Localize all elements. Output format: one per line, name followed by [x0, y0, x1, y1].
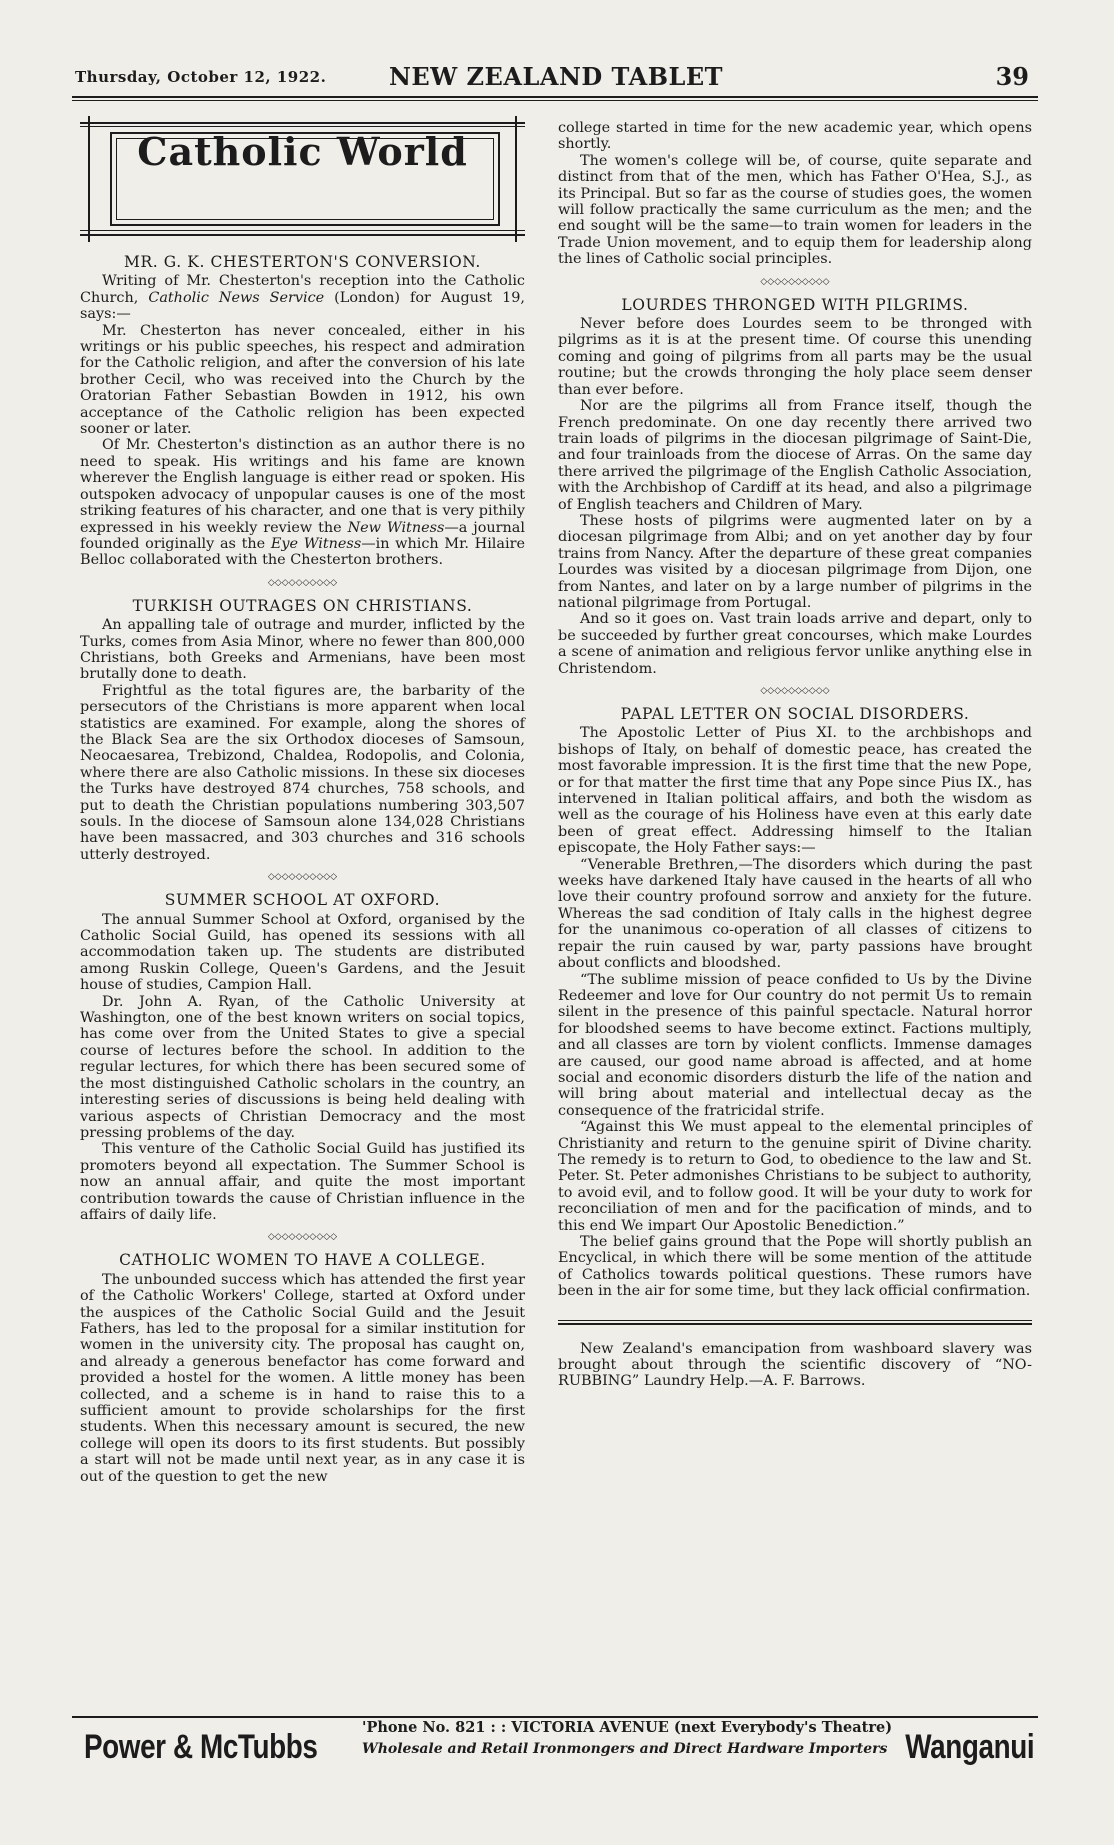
oxford-paragraph: The annual Summer School at Oxford, organised by the Catholic Social Guild, has opened its sessions with all accommodation taken up. The students are distributed among Ruskin College, Queen's Gardens, and the Jesuit house of studies, Campion Hall.: [80, 911, 525, 994]
notice-rule-thin: [558, 1320, 1032, 1321]
intro-text: Writing of Mr. Chesterton's reception into the Catholic Church,: [80, 273, 525, 306]
heading-women-college: CATHOLIC WOMEN TO HAVE A COLLEGE.: [119, 1251, 486, 1270]
body-text: —in which Mr. Hilaire Belloc collaborated with the Chesterton brothers.: [80, 535, 525, 569]
lourdes-paragraph: And so it goes on. Vast train loads arrive and depart, only to be succeeded by further great concourses, which make Lourdes a scene of animation and religious fervor unlike anything else in Christendom.: [558, 611, 1032, 677]
women-college-continued: college started in time for the new academic year, which opens shortly.: [558, 120, 1032, 153]
page-header: [75, 60, 1037, 96]
section-title: Catholic World: [137, 129, 468, 174]
heading-oxford: SUMMER SCHOOL AT OXFORD.: [164, 891, 441, 910]
source-title: Catholic News Service: [148, 289, 325, 306]
footer-advertisement: [72, 1716, 1038, 1768]
page-number: 39: [995, 62, 1029, 91]
masthead-post-left: [88, 116, 90, 242]
masthead-rule-bottom: [80, 234, 525, 236]
ornament-divider: ◇◇◇◇◇◇◇◇◇◇: [760, 276, 830, 287]
chesterton-intro: [80, 273, 525, 322]
notice-rule: [558, 1323, 1032, 1325]
papal-paragraph: The Apostolic Letter of Pius XI. to the archbishops and bishops of Italy, on behalf of domestic peace, has created the most favorable impression. It is the first time that the new Pope, or for that matter the first time that any Pope since Pius IX., has intervened in Italian political affairs, and both the wisdom as well as the courage of his Holiness have even at this early date been of great effect. Addressing himself to the Italian episcopate, the Holy Father says:—: [558, 725, 1032, 857]
papal-quote: “Against this We must appeal to the elemental principles of Christianity and return to the genuine spirit of Divine charity. The remedy is to return to God, to obedience to the law and St. Peter. St. Peter admonishes Christians to be subject to authority, to avoid evil, and to follow good. It will be your duty to work for reconciliation of men and for the pacification of minds, and to this end We impart Our Apostolic Benediction.”: [558, 1119, 1032, 1234]
oxford-paragraph: Dr. John A. Ryan, of the Catholic University at Washington, one of the best known writers on social topics, has come over from the United States to give a special course of lectures before the school. In addition to the regular lectures, for which there has been secured some of the most distinguished Catholic scholars in the country, an interesting series of discussions is being held dealing with various aspects of Christian Democracy and the most pressing problems of the day.: [80, 993, 525, 1141]
ornament-divider: ◇◇◇◇◇◇◇◇◇◇: [267, 577, 338, 588]
publication-title: NEW ZEALAND TABLET: [388, 62, 724, 91]
women-college-paragraph: The unbounded success which has attended the first year of the Catholic Workers' College, started at Oxford under the auspices of the Catholic Social Guild and the Jesuit Fathers, has led to the proposal for a similar institution for women in the university city. The proposal has caught on, and already a generous benefactor has come forward and provided a hostel for the women. A little money has been collected, and a scheme is in hand to raise this to a sufficient amount to provide scholarships for the first students. When this necessary amount is secured, the new college will open its doors to its first students. But possibly a start will not be made until next year, as in any case it is out of the question to get the new: [80, 1271, 525, 1485]
papal-quote: “The sublime mission of peace confided to Us by the Divine Redeemer and love for Our country do not permit Us to remain silent in the presence of this painful spectacle. Natural horror for bloodshed seems to have become extinct. Factions multiply, and all classes are torn by violent conflicts. Immense damages are caused, our good name abroad is affected, and at home social and economic disorders disturb the life of the nation and will bring about material and intellectual decay as the consequence of the fratricidal strife.: [558, 971, 1032, 1119]
lourdes-paragraph: These hosts of pilgrims were augmented later on by a diocesan pilgrimage from Albi; and on yet another day by four trains from Nancy. After the departure of these great companies Lourdes was visited by a diocesan pilgrimage from Dijon, one from Nantes, and later on by a large number of pilgrims in the national pilgrimage from Portugal.: [558, 512, 1032, 611]
heading-lourdes: LOURDES THRONGED WITH PILGRIMS.: [621, 295, 969, 314]
issue-date: Thursday, October 12, 1922.: [75, 68, 327, 86]
lourdes-paragraph: Never before does Lourdes seem to be thronged with pilgrims as it is at the present time. Of course this unending coming and going of pilgrims from all parts may be the usual routine; but the crowds thronging the holy place seem denser than ever before.: [558, 316, 1032, 398]
journal-title: Eye Witness: [270, 535, 362, 552]
right-column: [558, 120, 1032, 1390]
oxford-paragraph: This venture of the Catholic Social Guild has justified its promoters beyond all expectation. The Summer School is now an annual affair, and quite the most important contribution towards the cause of Christian influence in the affairs of daily life.: [80, 1141, 525, 1223]
chesterton-paragraph: Mr. Chesterton has never concealed, either in his writings or his public speeches, his respect and admiration for the Catholic religion, and after the conversion of his late brother Cecil, who was received into the Church by the Oratorian Father Sebastian Bowden in 1912, his own acceptance of the Catholic religion has been expected sooner or later.: [80, 322, 525, 438]
papal-paragraph: The belief gains ground that the Pope will shortly publish an Encyclical, in which there will be some mention of the attitude of Catholics towards political questions. These rumors have been in the air for some time, but they lack official confirmation.: [558, 1234, 1032, 1300]
masthead-post-right: [515, 116, 517, 242]
heading-papal: PAPAL LETTER ON SOCIAL DISORDERS.: [620, 705, 970, 723]
section-masthead: [80, 116, 525, 244]
masthead-rule-top: [80, 122, 525, 124]
chesterton-paragraph: [80, 437, 525, 568]
body-text: Of Mr. Chesterton's distinction as an author there is no need to speak. His writings and his fame are known wherever the English language is either read or spoken. His outspoken advocacy of unpopular causes is one of the most striking features of his character, and one that is very pithily expressed in his weekly review the: [80, 437, 525, 536]
body-text: —a journal founded originally as the: [80, 519, 525, 552]
ad-brand: Power & McTubbs: [84, 1728, 318, 1766]
left-column: [80, 116, 525, 1485]
heading-chesterton: MR. G. K. CHESTERTON'S CONVERSION.: [124, 253, 481, 271]
intro-text-end: (London) for August 19, says:—: [80, 289, 526, 323]
turkish-paragraph: An appalling tale of outrage and murder, inflicted by the Turks, comes from Asia Minor, where no fewer than 800,000 Christians, both Greeks and Armenians, have been most brutally done to death.: [80, 617, 525, 683]
papal-quote: “Venerable Brethren,—The disorders which during the past weeks have darkened Italy have caused in the hearts of all who love their country profound sorrow and anxiety for the future. Whereas the sad condition of Italy calls in the highest degree for the unanimous co-operation of all classes of citizens to repair the ruin caused by war, party passions have brought about conflicts and bloodshed.: [558, 856, 1032, 972]
ornament-divider: ◇◇◇◇◇◇◇◇◇◇: [760, 686, 830, 696]
heading-turkish: TURKISH OUTRAGES ON CHRISTIANS.: [132, 596, 473, 615]
lourdes-paragraph: Nor are the pilgrims all from France itself, though the French predominate. On one day recently there arrived two train loads of pilgrims in the diocesan pilgrimage of Saint-Die, and four trainloads from the diocese of Arras. On the same day there arrived the pilgrimage of the English Catholic Association, with the Archbishop of Cardiff at its head, and also a pilgrimage of English teachers and Children of Mary.: [558, 398, 1032, 513]
header-rule-thin: [72, 100, 1038, 101]
women-college-paragraph: The women's college will be, of course, quite separate and distinct from that of the men, which has Father O'Hea, S.J., as its Principal. But so far as the course of studies goes, the women will follow practically the same curriculum as the men; and the end sought will be the same—to train women for leaders in the Trade Union movement, and to equip them for leadership along the lines of Catholic social principles.: [558, 152, 1032, 268]
turkish-paragraph: Frightful as the total figures are, the barbarity of the persecutors of the Christians is more apparent when local statistics are examined. For example, along the shores of the Black Sea are the six Orthodox dioceses of Samsoun, Neocaesarea, Trebizond, Chaldea, Rodopolis, and Colonia, where there are also Catholic missions. In these six dioceses the Turks have destroyed 874 churches, 758 schools, and put to death the Christian populations numbering 303,507 souls. In the diocese of Samsoun alone 134,028 Christians have been massacred, and 303 churches and 316 schools utterly destroyed.: [80, 682, 525, 863]
ornament-divider: ◇◇◇◇◇◇◇◇◇◇: [267, 872, 338, 883]
ad-phone-address: 'Phone No. 821 : : VICTORIA AVENUE (next Everybody's Theatre): [362, 1719, 893, 1736]
ad-rule: [72, 1716, 1038, 1718]
masthead-rule-bottom-thin: [80, 230, 525, 231]
ornament-divider: ◇◇◇◇◇◇◇◇◇◇: [267, 1232, 338, 1243]
header-rule: [72, 96, 1038, 98]
ad-city: Wanganui: [905, 1728, 1034, 1766]
ad-trade-line: Wholesale and Retail Ironmongers and Direct Hardware Importers: [362, 1741, 888, 1757]
masthead-rule-top-thin: [80, 126, 525, 127]
review-title: New Witness: [347, 519, 445, 536]
laundry-notice: New Zealand's emancipation from washboard slavery was brought about through the scientific discovery of “NO-RUBBING” Laundry Help.—A. F. Barrows.: [558, 1340, 1032, 1390]
